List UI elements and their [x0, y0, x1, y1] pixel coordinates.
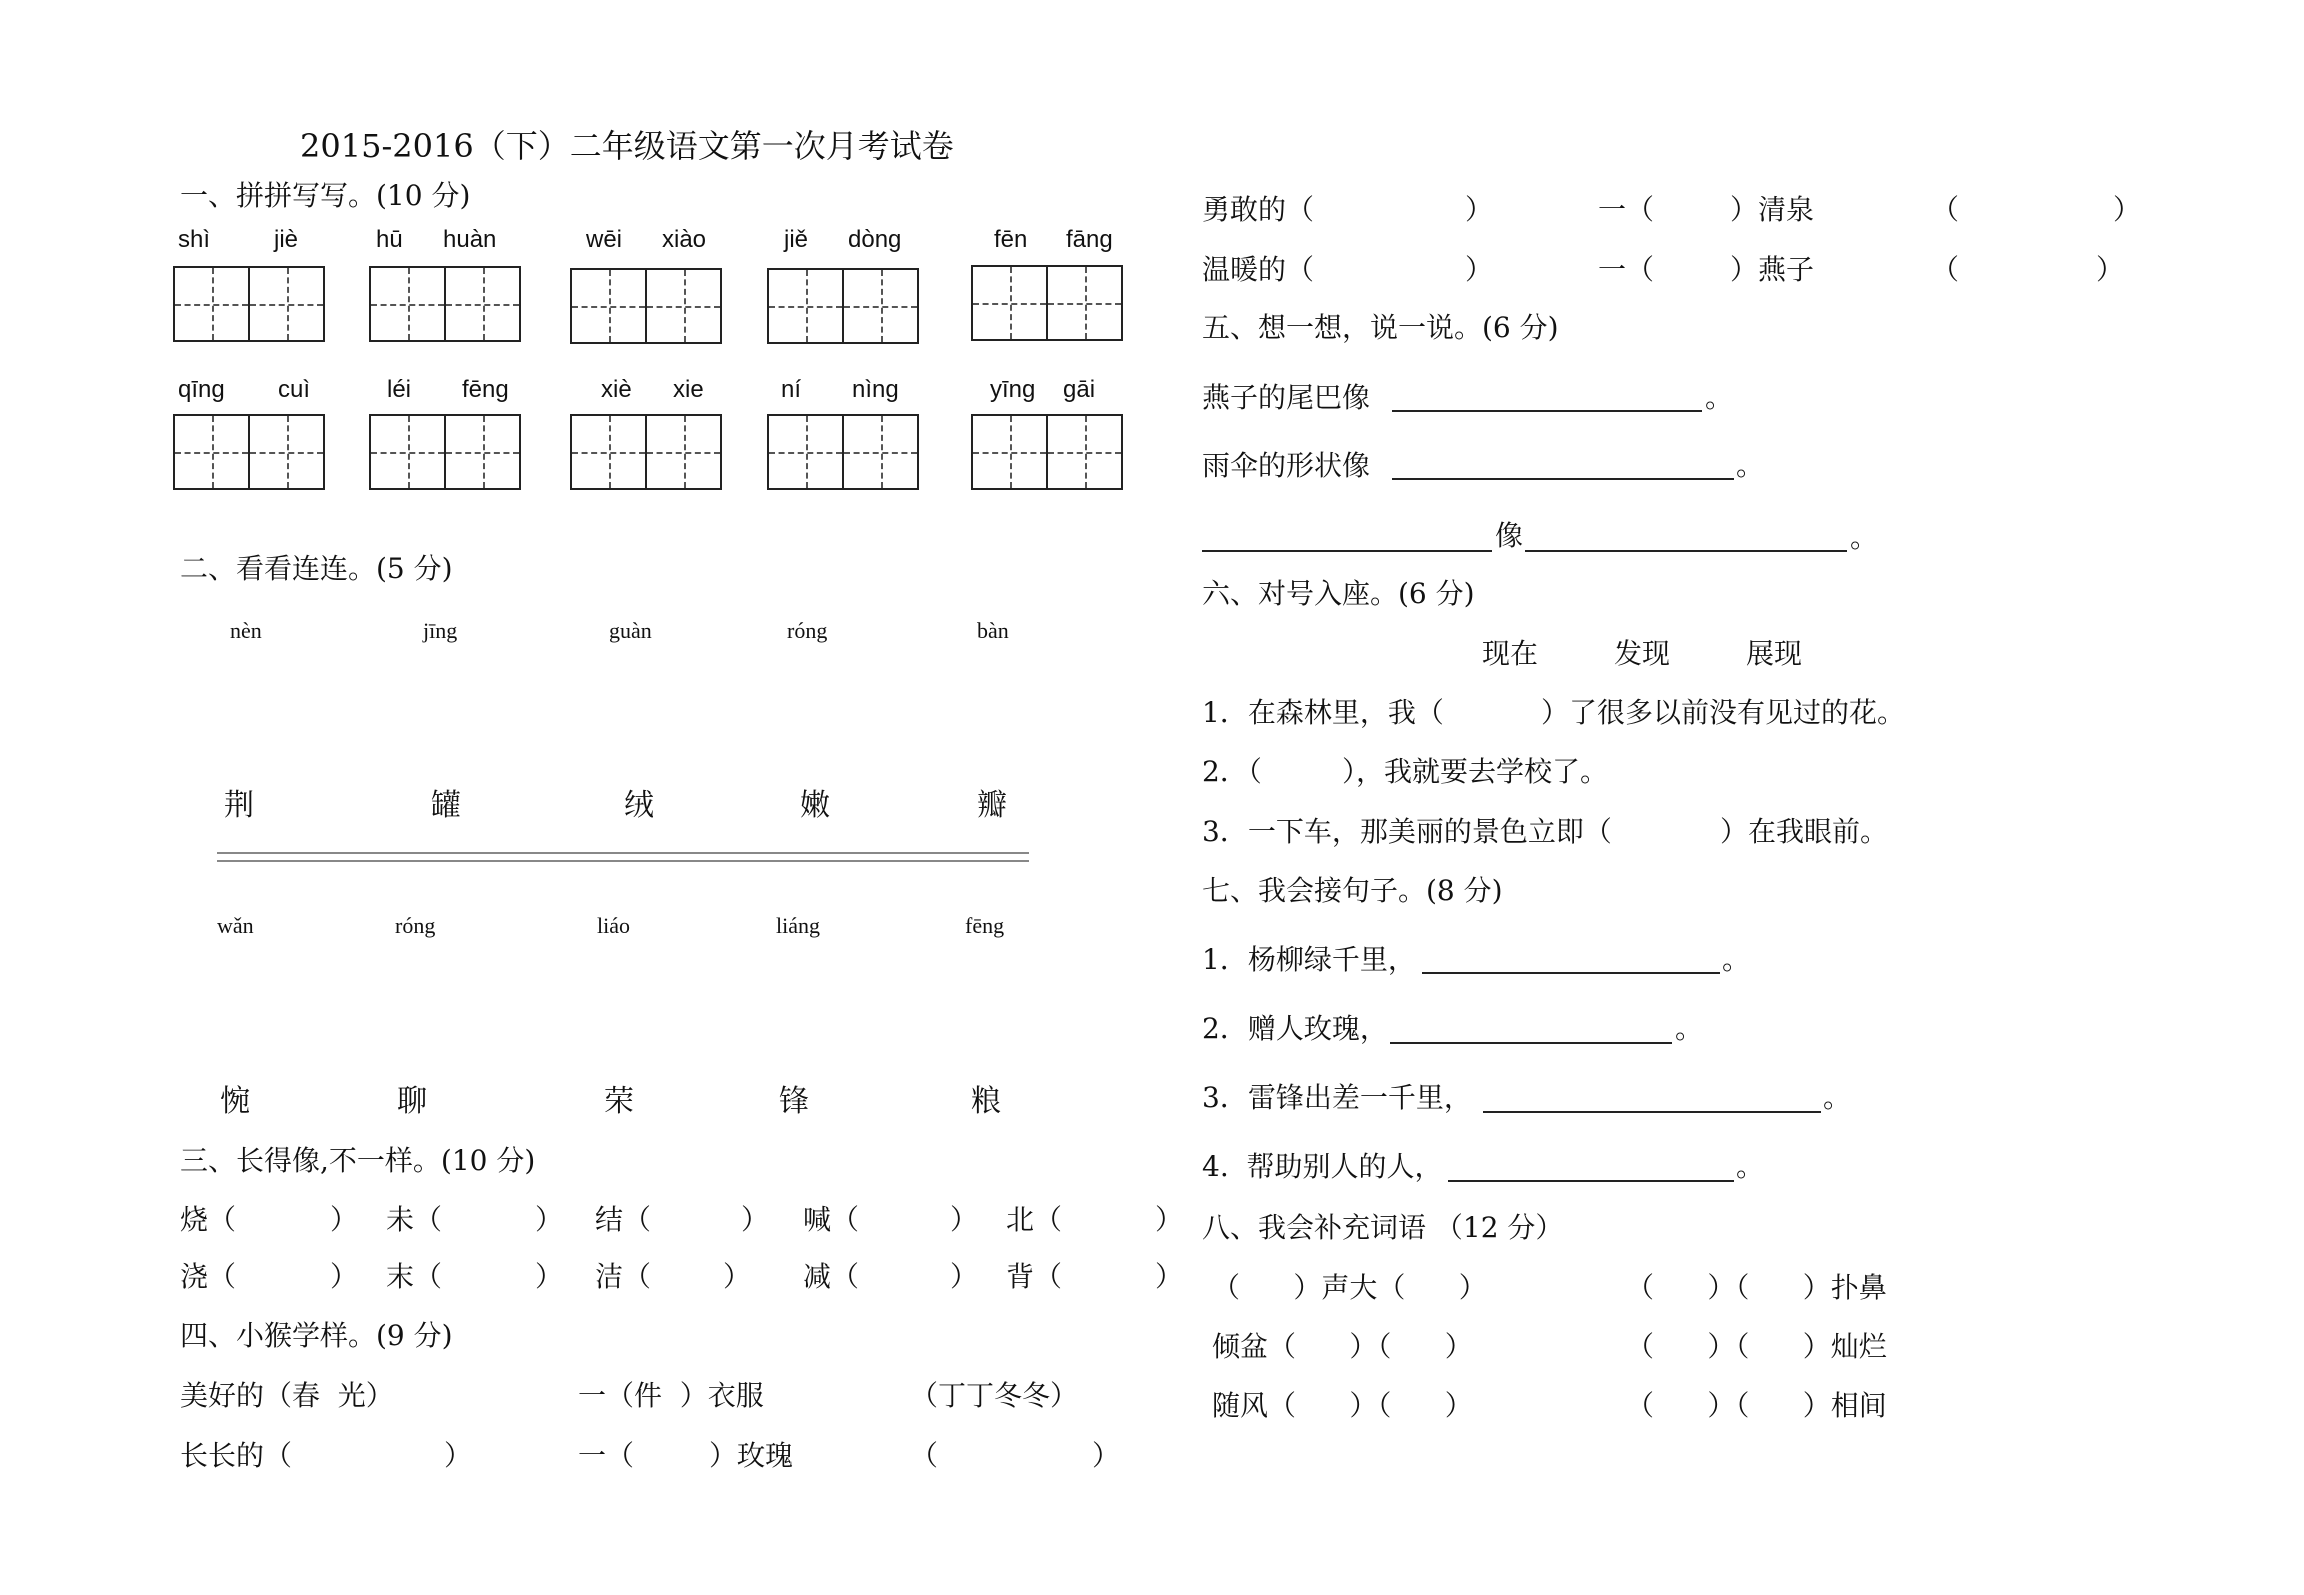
section-4-heading: 四、小猴学样。(9 分): [180, 1319, 453, 1352]
character: 聊: [397, 1084, 427, 1119]
pinyin: róng: [787, 618, 828, 643]
answer-line[interactable]: [1422, 972, 1720, 974]
fill-label: 浇（: [180, 1260, 237, 1293]
punctuation: 。: [1736, 449, 1765, 482]
pinyin: fēn: [994, 226, 1028, 253]
pinyin: róng: [395, 913, 436, 938]
question: ），我就要去学校了。: [1342, 755, 1609, 788]
character: 锋: [779, 1084, 809, 1119]
fill-label: ）燕子: [1730, 253, 1815, 286]
character: 惋: [220, 1084, 250, 1119]
character: 荣: [604, 1084, 634, 1119]
idiom-fill: （ ）（ ）扑鼻: [1626, 1271, 1887, 1304]
question: 4. 帮助别人的人，: [1202, 1150, 1443, 1183]
punctuation: 。: [1675, 1012, 1704, 1045]
writing-grid[interactable]: [369, 414, 521, 490]
fill-label: ）: [1092, 1439, 1121, 1472]
question: 3．雷锋出差一千里，: [1202, 1081, 1472, 1114]
pinyin: fēng: [965, 913, 1005, 938]
pinyin: yīng: [990, 376, 1036, 403]
idiom-fill: （ ）声大（ ）: [1212, 1271, 1487, 1304]
pinyin: léi: [387, 376, 412, 403]
question: 2．（: [1202, 755, 1262, 788]
pinyin: shì: [178, 226, 211, 253]
pinyin: liáo: [597, 913, 630, 938]
pinyin: guàn: [609, 618, 652, 643]
section-1-heading: 一、拼拼写写。(10 分): [180, 179, 471, 212]
question: 燕子的尾巴像: [1202, 381, 1371, 414]
fill-label: 末（: [386, 1260, 443, 1293]
idiom-fill: （ ）（ ）灿烂: [1626, 1330, 1887, 1363]
pinyin: fāng: [1066, 226, 1113, 253]
word-choice: 展现: [1746, 637, 1803, 670]
fill-label: 北（: [1006, 1203, 1063, 1236]
idiom-fill: 随风（ ）（ ）: [1212, 1389, 1473, 1422]
writing-grid[interactable]: [570, 414, 722, 490]
question: ）在我眼前。: [1720, 815, 1889, 848]
writing-grid[interactable]: [173, 414, 325, 490]
fill-label: 结（: [595, 1203, 652, 1236]
pinyin: dòng: [848, 226, 902, 253]
fill-label: ）: [950, 1260, 979, 1293]
section-8-heading: 八、我会补充词语 （12 分）: [1202, 1211, 1564, 1244]
writing-grid[interactable]: [173, 266, 325, 342]
fill-label: 背（: [1006, 1260, 1063, 1293]
section-7-heading: 七、我会接句子。(8 分): [1202, 874, 1503, 907]
writing-grid[interactable]: [971, 265, 1123, 341]
character: 荆: [224, 788, 254, 823]
question: 雨伞的形状像: [1202, 449, 1371, 482]
punctuation: 。: [1850, 521, 1879, 554]
writing-grid[interactable]: [971, 414, 1123, 490]
pinyin: qīng: [178, 376, 225, 403]
character: 瓣: [977, 788, 1007, 823]
pinyin: jiě: [784, 226, 809, 253]
question: 2．赠人玫瑰，: [1202, 1012, 1388, 1045]
answer-line[interactable]: [1392, 410, 1702, 412]
character: 绒: [624, 788, 654, 823]
fill-label: ）: [1155, 1260, 1184, 1293]
question: 3．一下车，那美丽的景色立即（: [1202, 815, 1612, 848]
writing-grid[interactable]: [369, 266, 521, 342]
pinyin: fēng: [462, 376, 509, 403]
question: ）了很多以前没有见过的花。: [1541, 696, 1906, 729]
fill-label: 减（: [803, 1260, 860, 1293]
fill-label: ）: [741, 1203, 770, 1236]
section-2-heading: 二、看看连连。(5 分): [180, 552, 453, 585]
fill-label: ）清泉: [1730, 193, 1815, 226]
word-choice: 现在: [1482, 637, 1539, 670]
idiom-fill: 倾盆（ ）（ ）: [1212, 1330, 1473, 1363]
page-title: 2015-2016（下）二年级语文第一次月考试卷: [300, 127, 954, 165]
section-5-heading: 五、想一想，说一说。(6 分): [1202, 311, 1559, 344]
fill-label: 洁（: [595, 1260, 652, 1293]
fill-label: 一（: [578, 1439, 635, 1472]
fill-label: ）: [1155, 1203, 1184, 1236]
pinyin: nìng: [852, 376, 899, 403]
fill-label: 一（: [1598, 193, 1655, 226]
character: 粮: [971, 1084, 1001, 1119]
punctuation: 。: [1823, 1081, 1852, 1114]
fill-label: （: [1931, 193, 1960, 226]
pinyin: gāi: [1063, 376, 1096, 403]
fill-label: 烧（: [180, 1203, 237, 1236]
fill-label: ）玫瑰: [709, 1439, 794, 1472]
fill-label: ）: [2096, 253, 2125, 286]
section-3-heading: 三、长得像,不一样。(10 分): [180, 1144, 536, 1177]
question: 像: [1495, 519, 1524, 552]
pinyin: liáng: [776, 913, 820, 938]
pinyin: cuì: [278, 376, 311, 403]
fill-label: ）: [723, 1260, 752, 1293]
example-phrase: 美好的（春 光）: [180, 1379, 394, 1412]
fill-label: ）: [1465, 253, 1494, 286]
idiom-fill: （ ）（ ）相间: [1626, 1389, 1887, 1422]
pinyin: jīng: [423, 618, 458, 643]
answer-line[interactable]: [1202, 550, 1492, 552]
fill-label: 未（: [386, 1203, 443, 1236]
fill-label: ）: [1465, 193, 1494, 226]
fill-label: ）: [2113, 193, 2142, 226]
fill-label: ）: [535, 1203, 564, 1236]
word-choice: 发现: [1614, 637, 1671, 670]
example-phrase: 一（件 ）衣服: [578, 1379, 764, 1412]
pinyin: jiè: [274, 226, 299, 253]
fill-label: 长长的（: [180, 1439, 293, 1472]
pinyin: xiè: [601, 376, 632, 403]
fill-label: ）: [950, 1203, 979, 1236]
question: 1．在森林里，我（: [1202, 696, 1444, 729]
answer-line[interactable]: [1390, 1042, 1672, 1044]
punctuation: 。: [1722, 943, 1751, 976]
question: 1．杨柳绿千里，: [1202, 943, 1416, 976]
character: 罐: [431, 788, 461, 823]
fill-label: ）: [444, 1439, 473, 1472]
fill-label: ）: [330, 1260, 359, 1293]
pinyin: wēi: [586, 226, 623, 253]
pinyin: xie: [673, 376, 704, 403]
answer-line[interactable]: [1483, 1111, 1821, 1113]
writing-grid[interactable]: [767, 268, 919, 344]
character: 嫩: [800, 788, 830, 823]
pinyin: xiào: [662, 226, 707, 253]
section-6-heading: 六、对号入座。(6 分): [1202, 577, 1475, 610]
answer-line[interactable]: [1392, 478, 1734, 480]
fill-label: 温暖的（: [1202, 253, 1315, 286]
writing-grid[interactable]: [767, 414, 919, 490]
fill-label: （: [1931, 253, 1960, 286]
fill-label: 一（: [1598, 253, 1655, 286]
fill-label: ）: [330, 1203, 359, 1236]
punctuation: 。: [1736, 1150, 1765, 1183]
fill-label: 喊（: [803, 1203, 860, 1236]
writing-grid[interactable]: [570, 268, 722, 344]
answer-line[interactable]: [1448, 1180, 1734, 1182]
example-phrase: （丁丁冬冬）: [910, 1379, 1079, 1412]
answer-line[interactable]: [1525, 550, 1847, 552]
pinyin: nèn: [230, 618, 262, 643]
pinyin: hū: [376, 226, 403, 253]
fill-label: （: [910, 1439, 939, 1472]
fill-label: 勇敢的（: [1202, 193, 1315, 226]
fill-label: ）: [535, 1260, 564, 1293]
pinyin: bàn: [977, 618, 1009, 643]
pinyin: huàn: [443, 226, 497, 253]
divider: [217, 852, 1029, 862]
pinyin: wǎn: [217, 913, 254, 938]
pinyin: ní: [781, 376, 802, 403]
punctuation: 。: [1705, 381, 1734, 414]
